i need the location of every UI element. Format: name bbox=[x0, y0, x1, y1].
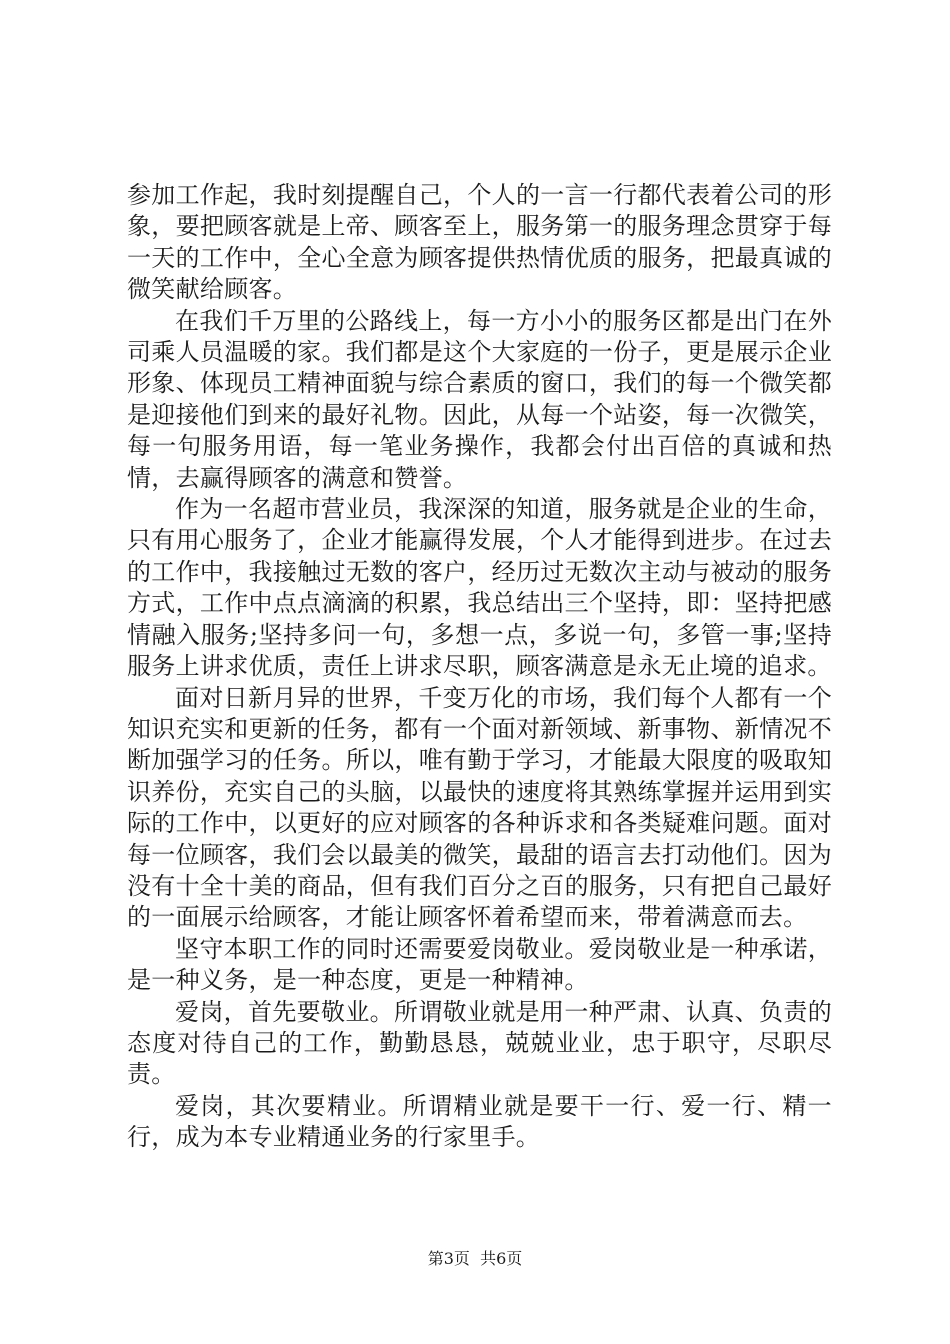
document-body bbox=[127, 180, 832, 1154]
paragraph-7: 爱岗，其次要精业。所谓精业就是要干一行、爱一行、精一行，成为本专业精通业务的行家里手。 bbox=[127, 1091, 832, 1152]
paragraph-4: 面对日新月异的世界，千变万化的市场，我们每个人都有一个知识充实和更新的任务，都有一个面对新领域、新事物、新情况不断加强学习的任务。所以，唯有勤于学习，才能最大限度的吸取知识养份，充实自己的头脑，以最快的速度将其熟练掌握并运用到实际的工作中，以更好的应对顾客的各种诉求和各类疑难问题。面对每一位顾客，我们会以最美的微笑，最甜的语言去打动他们。因为没有十全十美的商品，但有我们百分之百的服务，只有把自己最好的一面展示给顾客，才能让顾客怀着希望而来，带着满意而去。 bbox=[127, 683, 832, 932]
paragraph-2: 在我们千万里的公路线上，每一方小小的服务区都是出门在外司乘人员温暖的家。我们都是这个大家庭的一份子，更是展示企业形象、体现员工精神面貌与综合素质的窗口，我们的每一个微笑都是迎接他们到来的最好礼物。因此，从每一个站姿，每一次微笑，每一句服务用语，每一笔业务操作，我都会付出百倍的真诚和热情，去赢得顾客的满意和赞誉。 bbox=[127, 306, 832, 492]
page-footer bbox=[0, 1246, 950, 1269]
paragraph-5: 坚守本职工作的同时还需要爱岗敬业。爱岗敬业是一种承诺，是一种义务，是一种态度，更是一种精神。 bbox=[127, 934, 832, 995]
paragraph-3: 作为一名超市营业员，我深深的知道，服务就是企业的生命，只有用心服务了，企业才能赢得发展，个人才能得到进步。在过去的工作中，我接触过无数的客户，经历过无数次主动与被动的服务方式，工作中点点滴滴的积累，我总结出三个坚持，即：坚持把感情融入服务;坚持多问一句，多想一点，多说一句，多管一事;坚持服务上讲求优质，责任上讲求尽职，顾客满意是永无止境的追求。 bbox=[127, 495, 832, 681]
paragraph-1: 参加工作起，我时刻提醒自己，个人的一言一行都代表着公司的形象，要把顾客就是上帝、顾客至上，服务第一的服务理念贯穿于每一天的工作中，全心全意为顾客提供热情优质的服务，把最真诚的微笑献给顾客。 bbox=[127, 181, 832, 304]
page-number: 第3页 共6页 bbox=[427, 1249, 523, 1268]
paragraph-6: 爱岗，首先要敬业。所谓敬业就是用一种严肃、认真、负责的态度对待自己的工作，勤勤恳恳，兢兢业业，忠于职守，尽职尽责。 bbox=[127, 997, 832, 1089]
